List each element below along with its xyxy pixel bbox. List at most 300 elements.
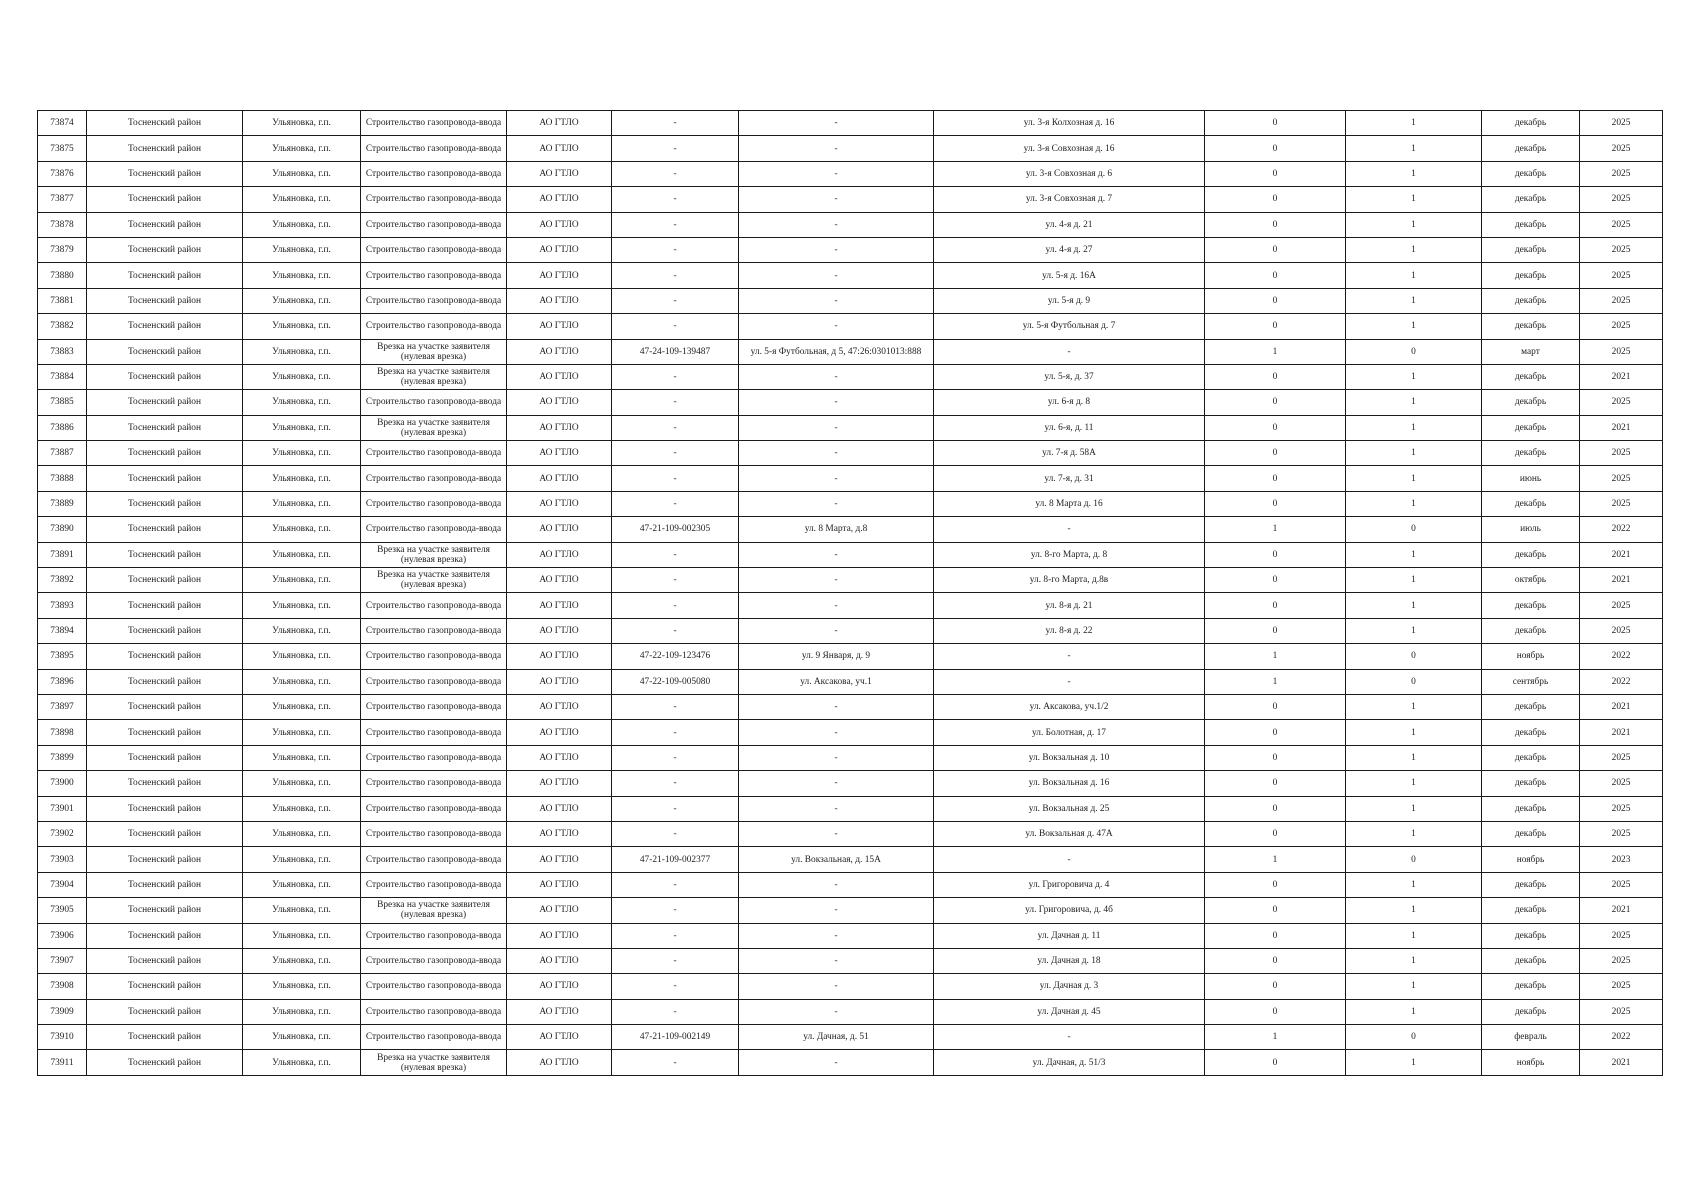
cell-month: июль <box>1482 517 1580 542</box>
cell-count-b: 1 <box>1346 314 1482 339</box>
table-row <box>38 1050 1663 1075</box>
cell-id: 73892 <box>38 568 87 593</box>
cell-count-a: 0 <box>1205 187 1346 212</box>
cell-district: Тосненский район <box>87 466 243 491</box>
cell-address-contract: - <box>739 212 934 237</box>
cell-id: 73895 <box>38 644 87 669</box>
cell-org: АО ГТЛО <box>507 568 612 593</box>
cell-id: 73886 <box>38 415 87 440</box>
cell-year: 2025 <box>1580 136 1663 161</box>
cell-id: 73878 <box>38 212 87 237</box>
cell-id: 73896 <box>38 669 87 694</box>
cell-count-b: 1 <box>1346 390 1482 415</box>
cell-count-a: 0 <box>1205 415 1346 440</box>
cell-district: Тосненский район <box>87 669 243 694</box>
cell-address-contract: - <box>739 136 934 161</box>
cell-year: 2025 <box>1580 872 1663 897</box>
cell-district: Тосненский район <box>87 390 243 415</box>
cell-id: 73907 <box>38 948 87 973</box>
cell-year: 2021 <box>1580 898 1663 923</box>
cell-id: 73880 <box>38 263 87 288</box>
cell-month: ноябрь <box>1482 644 1580 669</box>
cell-count-a: 0 <box>1205 923 1346 948</box>
cell-work: Врезка на участке заявителя (нулевая врезка) <box>361 339 507 364</box>
cell-year: 2021 <box>1580 364 1663 389</box>
cell-count-a: 0 <box>1205 771 1346 796</box>
table-row <box>38 999 1663 1024</box>
cell-work: Строительство газопровода-ввода <box>361 288 507 313</box>
cell-address: ул. Григоровича, д. 4б <box>934 898 1205 923</box>
table-row <box>38 212 1663 237</box>
cell-address: ул. 4-я д. 21 <box>934 212 1205 237</box>
cell-org: АО ГТЛО <box>507 491 612 516</box>
cell-count-a: 0 <box>1205 491 1346 516</box>
cell-cadastre: - <box>612 821 739 846</box>
cell-district: Тосненский район <box>87 694 243 719</box>
cell-address: ул. Дачная д. 45 <box>934 999 1205 1024</box>
cell-address: ул. 7-я, д. 31 <box>934 466 1205 491</box>
cell-org: АО ГТЛО <box>507 441 612 466</box>
cell-id: 73877 <box>38 187 87 212</box>
cell-year: 2025 <box>1580 974 1663 999</box>
cell-cadastre: - <box>612 364 739 389</box>
cell-address-contract: - <box>739 948 934 973</box>
cell-settlement: Ульяновка, г.п. <box>243 568 361 593</box>
cell-org: АО ГТЛО <box>507 1050 612 1075</box>
cell-cadastre: - <box>612 542 739 567</box>
cell-address-contract: ул. 5-я Футбольная, д 5, 47:26:0301013:888 <box>739 339 934 364</box>
cell-cadastre: - <box>612 593 739 618</box>
cell-month: декабрь <box>1482 694 1580 719</box>
cell-year: 2025 <box>1580 745 1663 770</box>
cell-count-b: 1 <box>1346 466 1482 491</box>
table-row <box>38 618 1663 643</box>
cell-count-a: 0 <box>1205 466 1346 491</box>
cell-count-b: 1 <box>1346 542 1482 567</box>
cell-address-contract: - <box>739 491 934 516</box>
cell-year: 2025 <box>1580 796 1663 821</box>
cell-cadastre: - <box>612 948 739 973</box>
cell-count-b: 1 <box>1346 618 1482 643</box>
cell-address-contract: - <box>739 390 934 415</box>
cell-district: Тосненский район <box>87 644 243 669</box>
table-row <box>38 339 1663 364</box>
cell-count-a: 0 <box>1205 161 1346 186</box>
cell-address-contract: - <box>739 288 934 313</box>
cell-district: Тосненский район <box>87 364 243 389</box>
cell-address: ул. Дачная д. 3 <box>934 974 1205 999</box>
cell-year: 2022 <box>1580 669 1663 694</box>
cell-district: Тосненский район <box>87 1025 243 1050</box>
cell-work: Строительство газопровода-ввода <box>361 593 507 618</box>
cell-year: 2025 <box>1580 593 1663 618</box>
cell-district: Тосненский район <box>87 491 243 516</box>
cell-month: декабрь <box>1482 212 1580 237</box>
cell-org: АО ГТЛО <box>507 212 612 237</box>
cell-work: Строительство газопровода-ввода <box>361 669 507 694</box>
table-row <box>38 491 1663 516</box>
cell-month: ноябрь <box>1482 1050 1580 1075</box>
cell-settlement: Ульяновка, г.п. <box>243 212 361 237</box>
cell-work: Строительство газопровода-ввода <box>361 441 507 466</box>
cell-cadastre: - <box>612 237 739 262</box>
cell-settlement: Ульяновка, г.п. <box>243 948 361 973</box>
cell-settlement: Ульяновка, г.п. <box>243 1025 361 1050</box>
cell-work: Строительство газопровода-ввода <box>361 745 507 770</box>
cell-id: 73881 <box>38 288 87 313</box>
cell-address: - <box>934 644 1205 669</box>
table-row <box>38 720 1663 745</box>
cell-org: АО ГТЛО <box>507 796 612 821</box>
cell-address: - <box>934 669 1205 694</box>
cell-district: Тосненский район <box>87 339 243 364</box>
cell-org: АО ГТЛО <box>507 1025 612 1050</box>
cell-cadastre: - <box>612 441 739 466</box>
cell-month: декабрь <box>1482 364 1580 389</box>
cell-address: - <box>934 847 1205 872</box>
cell-address-contract: - <box>739 593 934 618</box>
cell-month: март <box>1482 339 1580 364</box>
cell-work: Строительство газопровода-ввода <box>361 237 507 262</box>
cell-work: Врезка на участке заявителя (нулевая врезка) <box>361 568 507 593</box>
cell-cadastre: - <box>612 390 739 415</box>
table-row <box>38 288 1663 313</box>
cell-address: ул. Григоровича д. 4 <box>934 872 1205 897</box>
cell-month: декабрь <box>1482 999 1580 1024</box>
cell-id: 73883 <box>38 339 87 364</box>
cell-year: 2025 <box>1580 314 1663 339</box>
cell-count-a: 0 <box>1205 974 1346 999</box>
cell-address-contract: - <box>739 771 934 796</box>
cell-settlement: Ульяновка, г.п. <box>243 364 361 389</box>
cell-cadastre: - <box>612 974 739 999</box>
cell-work: Строительство газопровода-ввода <box>361 187 507 212</box>
cell-count-b: 1 <box>1346 161 1482 186</box>
cell-id: 73882 <box>38 314 87 339</box>
table-row <box>38 948 1663 973</box>
cell-cadastre: - <box>612 263 739 288</box>
cell-org: АО ГТЛО <box>507 593 612 618</box>
cell-address: ул. 5-я Футбольная д. 7 <box>934 314 1205 339</box>
cell-count-b: 1 <box>1346 136 1482 161</box>
cell-year: 2025 <box>1580 466 1663 491</box>
cell-id: 73909 <box>38 999 87 1024</box>
cell-address: - <box>934 517 1205 542</box>
cell-count-a: 1 <box>1205 1025 1346 1050</box>
cell-org: АО ГТЛО <box>507 111 612 136</box>
cell-work: Строительство газопровода-ввода <box>361 263 507 288</box>
cell-year: 2022 <box>1580 517 1663 542</box>
cell-settlement: Ульяновка, г.п. <box>243 898 361 923</box>
cell-month: сентябрь <box>1482 669 1580 694</box>
cell-address: ул. Дачная, д. 51/3 <box>934 1050 1205 1075</box>
cell-count-a: 0 <box>1205 796 1346 821</box>
cell-org: АО ГТЛО <box>507 974 612 999</box>
cell-month: декабрь <box>1482 771 1580 796</box>
cell-count-b: 0 <box>1346 1025 1482 1050</box>
cell-settlement: Ульяновка, г.п. <box>243 923 361 948</box>
cell-settlement: Ульяновка, г.п. <box>243 745 361 770</box>
cell-id: 73906 <box>38 923 87 948</box>
cell-month: декабрь <box>1482 948 1580 973</box>
cell-address: ул. 3-я Совхозная д. 7 <box>934 187 1205 212</box>
cell-id: 73908 <box>38 974 87 999</box>
cell-address: ул. 6-я, д. 11 <box>934 415 1205 440</box>
cell-address: ул. Вокзальная д. 10 <box>934 745 1205 770</box>
cell-id: 73884 <box>38 364 87 389</box>
cell-work: Строительство газопровода-ввода <box>361 948 507 973</box>
cell-work: Строительство газопровода-ввода <box>361 136 507 161</box>
cell-address-contract: - <box>739 263 934 288</box>
table-row <box>38 364 1663 389</box>
cell-count-a: 0 <box>1205 111 1346 136</box>
cell-org: АО ГТЛО <box>507 542 612 567</box>
cell-org: АО ГТЛО <box>507 517 612 542</box>
cell-count-b: 1 <box>1346 974 1482 999</box>
cell-id: 73900 <box>38 771 87 796</box>
cell-year: 2025 <box>1580 390 1663 415</box>
cell-address-contract: - <box>739 161 934 186</box>
cell-work: Строительство газопровода-ввода <box>361 491 507 516</box>
cell-year: 2022 <box>1580 644 1663 669</box>
cell-address: - <box>934 339 1205 364</box>
cell-settlement: Ульяновка, г.п. <box>243 694 361 719</box>
table-row <box>38 415 1663 440</box>
cell-address-contract: - <box>739 720 934 745</box>
cell-address-contract: - <box>739 923 934 948</box>
cell-org: АО ГТЛО <box>507 415 612 440</box>
cell-count-b: 1 <box>1346 999 1482 1024</box>
cell-year: 2025 <box>1580 111 1663 136</box>
table-row <box>38 390 1663 415</box>
cell-id: 73904 <box>38 872 87 897</box>
cell-id: 73888 <box>38 466 87 491</box>
table-row <box>38 644 1663 669</box>
cell-cadastre: - <box>612 694 739 719</box>
cell-year: 2025 <box>1580 187 1663 212</box>
cell-work: Строительство газопровода-ввода <box>361 771 507 796</box>
cell-count-b: 1 <box>1346 948 1482 973</box>
cell-month: февраль <box>1482 1025 1580 1050</box>
cell-org: АО ГТЛО <box>507 745 612 770</box>
cell-count-a: 0 <box>1205 593 1346 618</box>
cell-settlement: Ульяновка, г.п. <box>243 796 361 821</box>
cell-work: Строительство газопровода-ввода <box>361 999 507 1024</box>
cell-count-a: 0 <box>1205 237 1346 262</box>
cell-count-a: 0 <box>1205 542 1346 567</box>
cell-settlement: Ульяновка, г.п. <box>243 644 361 669</box>
cell-count-b: 1 <box>1346 491 1482 516</box>
cell-id: 73889 <box>38 491 87 516</box>
cell-address: ул. Аксакова, уч.1/2 <box>934 694 1205 719</box>
cell-month: декабрь <box>1482 974 1580 999</box>
table-row <box>38 263 1663 288</box>
cell-address-contract: - <box>739 415 934 440</box>
cell-month: декабрь <box>1482 923 1580 948</box>
cell-address: ул. 8-го Марта, д.8в <box>934 568 1205 593</box>
cell-month: декабрь <box>1482 745 1580 770</box>
table-row <box>38 136 1663 161</box>
cell-org: АО ГТЛО <box>507 263 612 288</box>
cell-address-contract: ул. Дачная, д. 51 <box>739 1025 934 1050</box>
cell-month: декабрь <box>1482 872 1580 897</box>
cell-district: Тосненский район <box>87 161 243 186</box>
cell-address-contract: - <box>739 568 934 593</box>
cell-month: декабрь <box>1482 618 1580 643</box>
cell-work: Строительство газопровода-ввода <box>361 796 507 821</box>
cell-settlement: Ульяновка, г.п. <box>243 847 361 872</box>
cell-year: 2022 <box>1580 1025 1663 1050</box>
cell-year: 2025 <box>1580 821 1663 846</box>
cell-district: Тосненский район <box>87 923 243 948</box>
cell-cadastre: - <box>612 618 739 643</box>
cell-district: Тосненский район <box>87 212 243 237</box>
cell-year: 2025 <box>1580 999 1663 1024</box>
table-row <box>38 771 1663 796</box>
cell-count-a: 0 <box>1205 694 1346 719</box>
cell-count-b: 1 <box>1346 720 1482 745</box>
cell-count-b: 0 <box>1346 517 1482 542</box>
cell-address: ул. 5-я д. 16А <box>934 263 1205 288</box>
cell-address-contract: - <box>739 466 934 491</box>
cell-year: 2021 <box>1580 1050 1663 1075</box>
cell-work: Строительство газопровода-ввода <box>361 314 507 339</box>
table-row <box>38 187 1663 212</box>
cell-year: 2021 <box>1580 720 1663 745</box>
cell-id: 73876 <box>38 161 87 186</box>
cell-count-b: 1 <box>1346 923 1482 948</box>
cell-org: АО ГТЛО <box>507 948 612 973</box>
cell-work: Строительство газопровода-ввода <box>361 974 507 999</box>
cell-cadastre: - <box>612 923 739 948</box>
cell-cadastre: - <box>612 415 739 440</box>
cell-district: Тосненский район <box>87 847 243 872</box>
table-row <box>38 593 1663 618</box>
cell-cadastre: - <box>612 288 739 313</box>
cell-org: АО ГТЛО <box>507 720 612 745</box>
cell-address-contract: - <box>739 872 934 897</box>
cell-org: АО ГТЛО <box>507 288 612 313</box>
table-row <box>38 796 1663 821</box>
cell-count-b: 1 <box>1346 263 1482 288</box>
cell-org: АО ГТЛО <box>507 364 612 389</box>
table-row <box>38 1025 1663 1050</box>
cell-cadastre: - <box>612 161 739 186</box>
cell-district: Тосненский район <box>87 720 243 745</box>
cell-count-a: 0 <box>1205 1050 1346 1075</box>
cell-id: 73875 <box>38 136 87 161</box>
cell-count-a: 0 <box>1205 364 1346 389</box>
cell-month: октябрь <box>1482 568 1580 593</box>
cell-id: 73890 <box>38 517 87 542</box>
cell-year: 2025 <box>1580 491 1663 516</box>
cell-address-contract: - <box>739 618 934 643</box>
cell-address: ул. 5-я д. 9 <box>934 288 1205 313</box>
cell-cadastre: - <box>612 212 739 237</box>
table-row <box>38 237 1663 262</box>
cell-year: 2025 <box>1580 618 1663 643</box>
cell-count-b: 1 <box>1346 593 1482 618</box>
cell-cadastre: - <box>612 771 739 796</box>
cell-year: 2025 <box>1580 339 1663 364</box>
cell-count-a: 0 <box>1205 136 1346 161</box>
cell-id: 73874 <box>38 111 87 136</box>
cell-district: Тосненский район <box>87 1050 243 1075</box>
cell-count-a: 0 <box>1205 999 1346 1024</box>
cell-address-contract: ул. Вокзальная, д. 15А <box>739 847 934 872</box>
table-body <box>38 111 1663 1076</box>
cell-month: декабрь <box>1482 263 1580 288</box>
cell-settlement: Ульяновка, г.п. <box>243 618 361 643</box>
cell-district: Тосненский район <box>87 821 243 846</box>
cell-count-a: 0 <box>1205 618 1346 643</box>
cell-work: Строительство газопровода-ввода <box>361 923 507 948</box>
cell-id: 73910 <box>38 1025 87 1050</box>
cell-month: декабрь <box>1482 796 1580 821</box>
cell-count-a: 0 <box>1205 568 1346 593</box>
cell-district: Тосненский район <box>87 618 243 643</box>
cell-address: ул. 4-я д. 27 <box>934 237 1205 262</box>
cell-cadastre: - <box>612 745 739 770</box>
cell-address-contract: - <box>739 364 934 389</box>
cell-count-a: 0 <box>1205 390 1346 415</box>
cell-address-contract: ул. 9 Января, д. 9 <box>739 644 934 669</box>
cell-settlement: Ульяновка, г.п. <box>243 491 361 516</box>
cell-count-b: 1 <box>1346 694 1482 719</box>
cell-cadastre: - <box>612 111 739 136</box>
cell-address: ул. Дачная д. 18 <box>934 948 1205 973</box>
cell-id: 73902 <box>38 821 87 846</box>
table-row <box>38 898 1663 923</box>
cell-org: АО ГТЛО <box>507 136 612 161</box>
cell-month: декабрь <box>1482 314 1580 339</box>
cell-address-contract: - <box>739 796 934 821</box>
cell-district: Тосненский район <box>87 517 243 542</box>
cell-count-b: 1 <box>1346 872 1482 897</box>
cell-org: АО ГТЛО <box>507 466 612 491</box>
cell-id: 73891 <box>38 542 87 567</box>
cell-address-contract: - <box>739 745 934 770</box>
cell-org: АО ГТЛО <box>507 872 612 897</box>
cell-year: 2021 <box>1580 415 1663 440</box>
cell-org: АО ГТЛО <box>507 390 612 415</box>
cell-settlement: Ульяновка, г.п. <box>243 593 361 618</box>
cell-settlement: Ульяновка, г.п. <box>243 974 361 999</box>
cell-district: Тосненский район <box>87 187 243 212</box>
cell-work: Врезка на участке заявителя (нулевая врезка) <box>361 364 507 389</box>
cell-address-contract: ул. 8 Марта, д.8 <box>739 517 934 542</box>
cell-id: 73899 <box>38 745 87 770</box>
cell-district: Тосненский район <box>87 745 243 770</box>
cell-address: ул. 6-я д. 8 <box>934 390 1205 415</box>
cell-district: Тосненский район <box>87 872 243 897</box>
cell-address: ул. 7-я д. 58А <box>934 441 1205 466</box>
cell-district: Тосненский район <box>87 288 243 313</box>
cell-count-b: 0 <box>1346 644 1482 669</box>
cell-settlement: Ульяновка, г.п. <box>243 187 361 212</box>
cell-id: 73894 <box>38 618 87 643</box>
cell-district: Тосненский район <box>87 593 243 618</box>
cell-settlement: Ульяновка, г.п. <box>243 111 361 136</box>
cell-month: декабрь <box>1482 542 1580 567</box>
table-row <box>38 441 1663 466</box>
cell-work: Строительство газопровода-ввода <box>361 847 507 872</box>
cell-settlement: Ульяновка, г.п. <box>243 161 361 186</box>
cell-count-b: 0 <box>1346 847 1482 872</box>
cell-work: Строительство газопровода-ввода <box>361 872 507 897</box>
cell-work: Строительство газопровода-ввода <box>361 694 507 719</box>
cell-work: Строительство газопровода-ввода <box>361 644 507 669</box>
